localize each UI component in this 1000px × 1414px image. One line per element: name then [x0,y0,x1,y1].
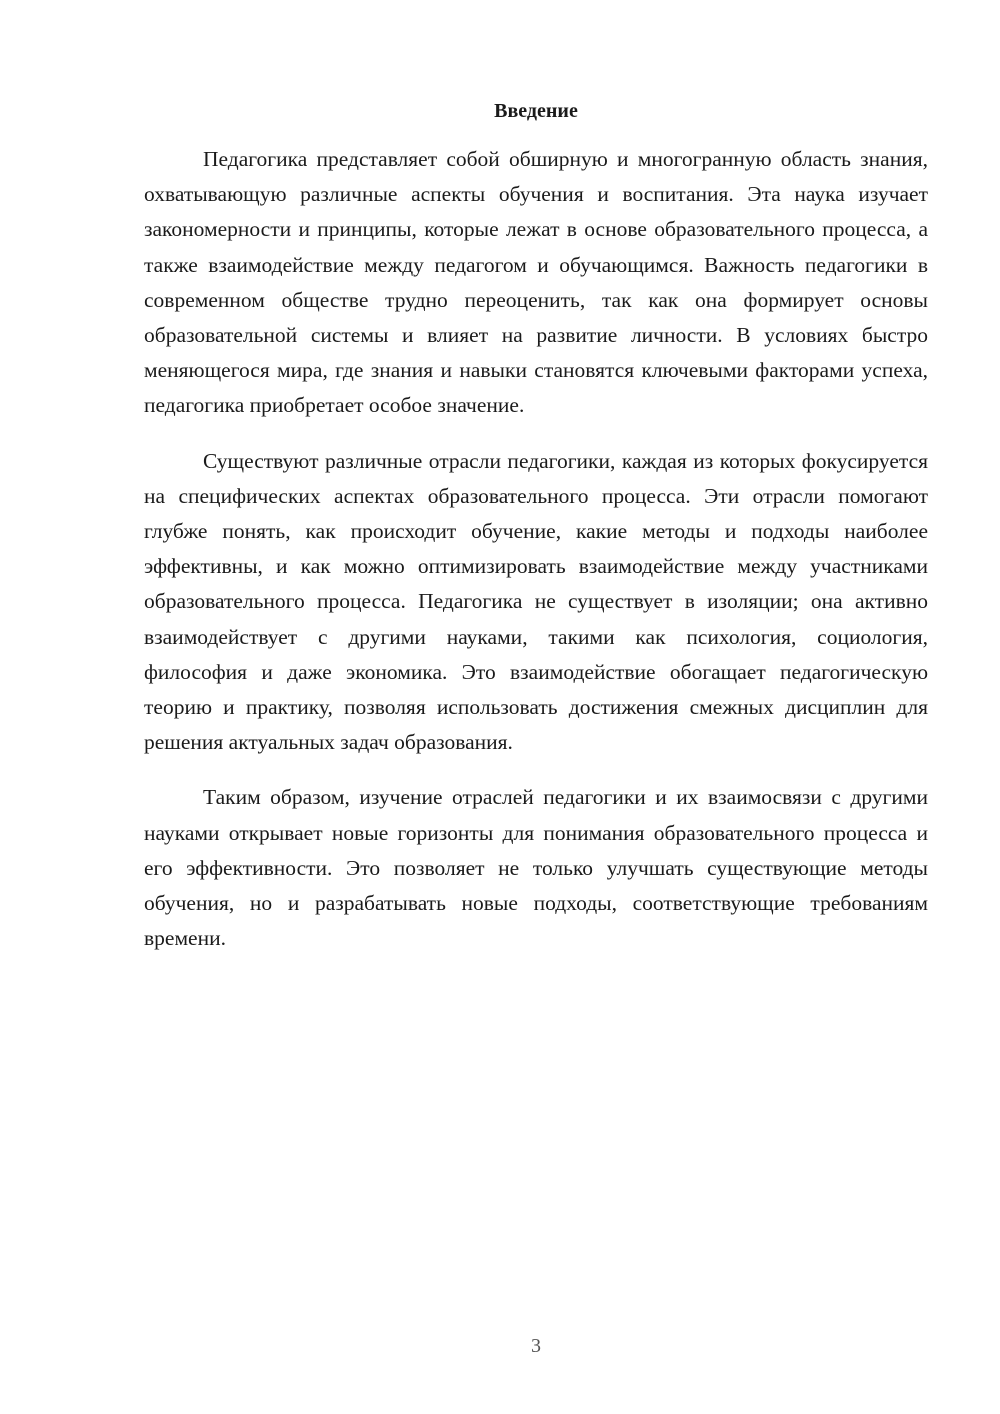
paragraph-1: Педагогика представляет собой обширную и многогранную область знания, охватывающую различные аспекты обучения и воспитания. Эта наука изучает закономерности и принципы, которые лежат в основе образовательного процесса, а также взаимодействие между педагогом и обучающимся. Важность педагогики в современном обществе трудно переоценить, так как она формирует основы образовательной системы и влияет на развитие личности. В условиях быстро меняющегося мира, где знания и навыки становятся ключевыми факторами успеха, педагогика приобретает особое значение. [144,147,928,418]
section-title: Введение [494,100,578,122]
body-text [144,142,928,976]
paragraph-3: Таким образом, изучение отраслей педагогики и их взаимосвязи с другими науками открывает новые горизонты для понимания образовательного процесса и его эффективности. Это позволяет не только улучшать существующие методы обучения, но и разрабатывать новые подходы, соответствующие требованиям времени. [144,785,928,951]
paragraph-2: Существуют различные отрасли педагогики, каждая из которых фокусируется на специфических аспектах образовательного процесса. Эти отрасли помогают глубже понять, как происходит обучение, какие методы и подходы наиболее эффективны, и как можно оптимизировать взаимодействие между участниками образовательного процесса. Педагогика не существует в изоляции; она активно взаимодействует с другими науками, такими как психология, социология, философия и даже экономика. Это взаимодействие обогащает педагогическую теорию и практику, позволяя использовать достижения смежных дисциплин для решения актуальных задач образования. [144,448,928,755]
page-number: 3 [531,1335,541,1357]
